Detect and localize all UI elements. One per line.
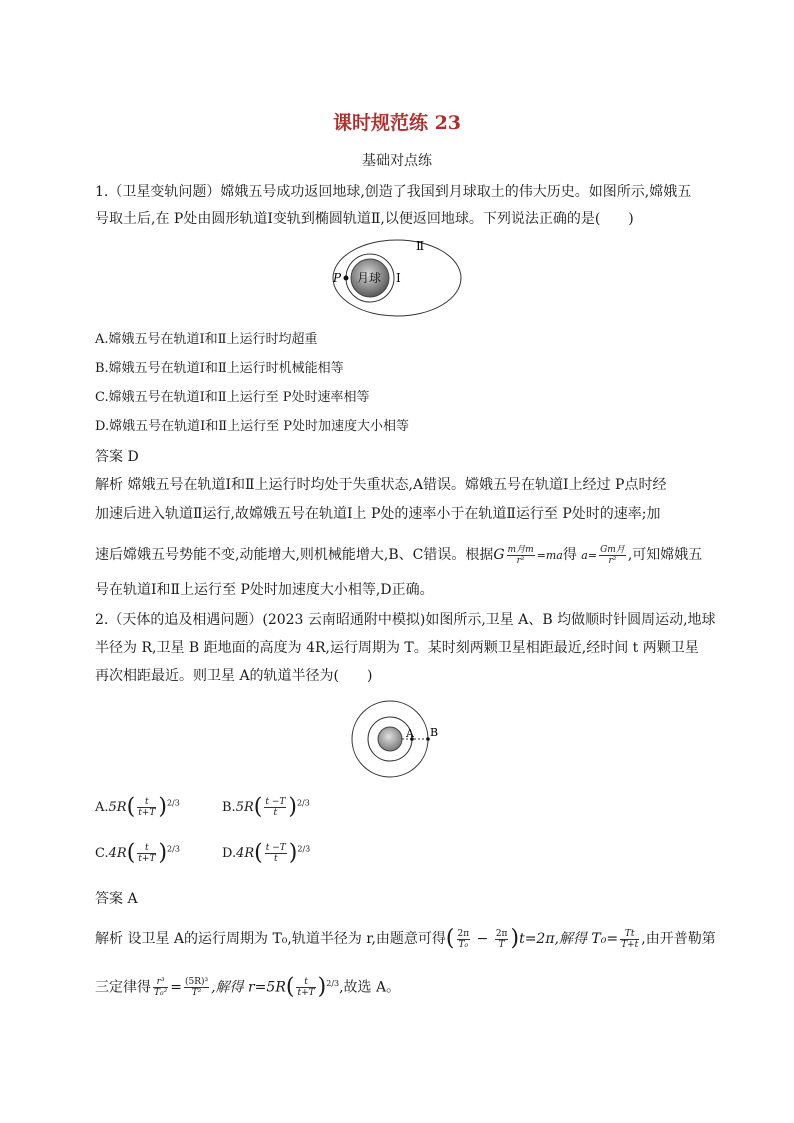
- q1-formula2-a: a=: [581, 549, 598, 562]
- q2-stem-line1: 2.（天体的追及相遇问题）(2023 云南昭通附中模拟)如图所示,卫星 A、B 均做顺时针圆周运动,地球: [95, 612, 716, 628]
- q2-stem-line3: 再次相距最近。则卫星 A的轨道半径为( ): [95, 668, 373, 684]
- q1-explanation-line4: 号在轨道Ⅰ和Ⅱ上运行至 P处时加速度大小相等,D正确。: [95, 582, 434, 598]
- q1-formula1-fraction: $\frac{\text{m月m}}{\text{r²}}$: [507, 544, 534, 566]
- q1-orbit-figure: [320, 235, 470, 325]
- q1-option-a: A.嫦娥五号在轨道Ⅰ和Ⅱ上运行时均超重: [95, 332, 318, 347]
- q2-explanation-line2: 三定律得 $\frac{\text{r³}}{\text{T₀²}}$ = $\frac{\text{(5R)³}}{\text{T²}}$ ,解得 r=5R( $\frac{t}{t+T}$ )$^{2/3}$,故选 A。: [95, 974, 401, 1000]
- q1-formula2-fraction: $\frac{\text{Gm月}}{\text{r²}}$: [600, 544, 625, 566]
- q1-exp3-text-a: 速后嫦娥五号势能不变,动能增大,则机械能增大,B、C错误。根据: [95, 547, 494, 563]
- q1-explanation-line2: 加速后进入轨道Ⅱ运行,故嫦娥五号在轨道Ⅰ上 P处的速率小于在轨道Ⅱ运行至 P处时的速率;加: [95, 506, 661, 522]
- label-orbit-i: Ⅰ: [396, 271, 401, 285]
- q1-option-d: D.嫦娥五号在轨道Ⅰ和Ⅱ上运行至 P处时加速度大小相等: [95, 419, 409, 434]
- q1-option-c: C.嫦娥五号在轨道Ⅰ和Ⅱ上运行至 P处时速率相等: [95, 390, 370, 405]
- q2-answer: 答案 A: [95, 891, 138, 907]
- label-a: A: [406, 727, 414, 740]
- q1-exp3-text-c: ,可知嫦娥五: [627, 547, 703, 563]
- q1-formula1-rhs: =ma: [536, 549, 563, 562]
- point-p-marker: [344, 276, 349, 281]
- moon-label: 月球: [356, 271, 382, 285]
- q2-option-b: B.5R( $\frac{t -T}{t}$ )$^{2/3}$: [222, 794, 310, 820]
- q1-explanation-line1: 解析 嫦娥五号在轨道Ⅰ和Ⅱ上运行时均处于失重状态,A错误。嫦娥五号在轨道Ⅰ上经过 P点时经: [95, 477, 667, 493]
- q1-answer: 答案 D: [95, 449, 139, 465]
- q1-stem-line2: 号取土后,在 P处由圆形轨道Ⅰ变轨到椭圆轨道Ⅱ,以便返回地球。下列说法正确的是( ): [95, 211, 634, 227]
- section-heading: 基础对点练: [362, 153, 432, 169]
- q1-explanation-line3: [95, 541, 702, 570]
- q1-option-b: B.嫦娥五号在轨道Ⅰ和Ⅱ上运行时机械能相等: [95, 361, 344, 376]
- label-b: B: [430, 726, 439, 739]
- q2-satellite-figure: [348, 695, 448, 783]
- q2-option-a: A.5R( $\frac{t}{t+T}$ )$^{2/3}$: [95, 794, 180, 820]
- q2-option-c: C.4R( $\frac{t}{t+T}$ )$^{2/3}$: [95, 840, 180, 866]
- q2-option-d: D.4R( $\frac{t -T}{t}$ )$^{2/3}$: [222, 840, 311, 866]
- page-title: 课时规范练 23: [332, 112, 462, 134]
- q2-stem-line2: 半径为 R,卫星 B 距地面的高度为 4R,运行周期为 T。某时刻两颗卫星相距最近,经时间 t 两颗卫星: [95, 640, 699, 656]
- earth-icon: [378, 727, 402, 751]
- label-orbit-ii: Ⅱ: [416, 239, 425, 253]
- q2-explanation-line1: 解析 设卫星 A的运行周期为 T₀,轨道半径为 r,由题意可得( $\frac{2\pi}{\text{T₀}}$ − $\frac{2\pi}{T}$ )t=2π,解得 T₀= $\frac{Tt}{T+t}$ ,由开普勒第: [95, 926, 716, 951]
- q1-exp3-text-b: 得: [562, 547, 577, 563]
- q1-stem-line1: 1.（卫星变轨问题）嫦娥五号成功返回地球,创造了我国到月球取土的伟大历史。如图所示,嫦娥五: [95, 184, 692, 200]
- label-p: P: [333, 271, 342, 285]
- q1-formula1-g: G: [493, 547, 505, 563]
